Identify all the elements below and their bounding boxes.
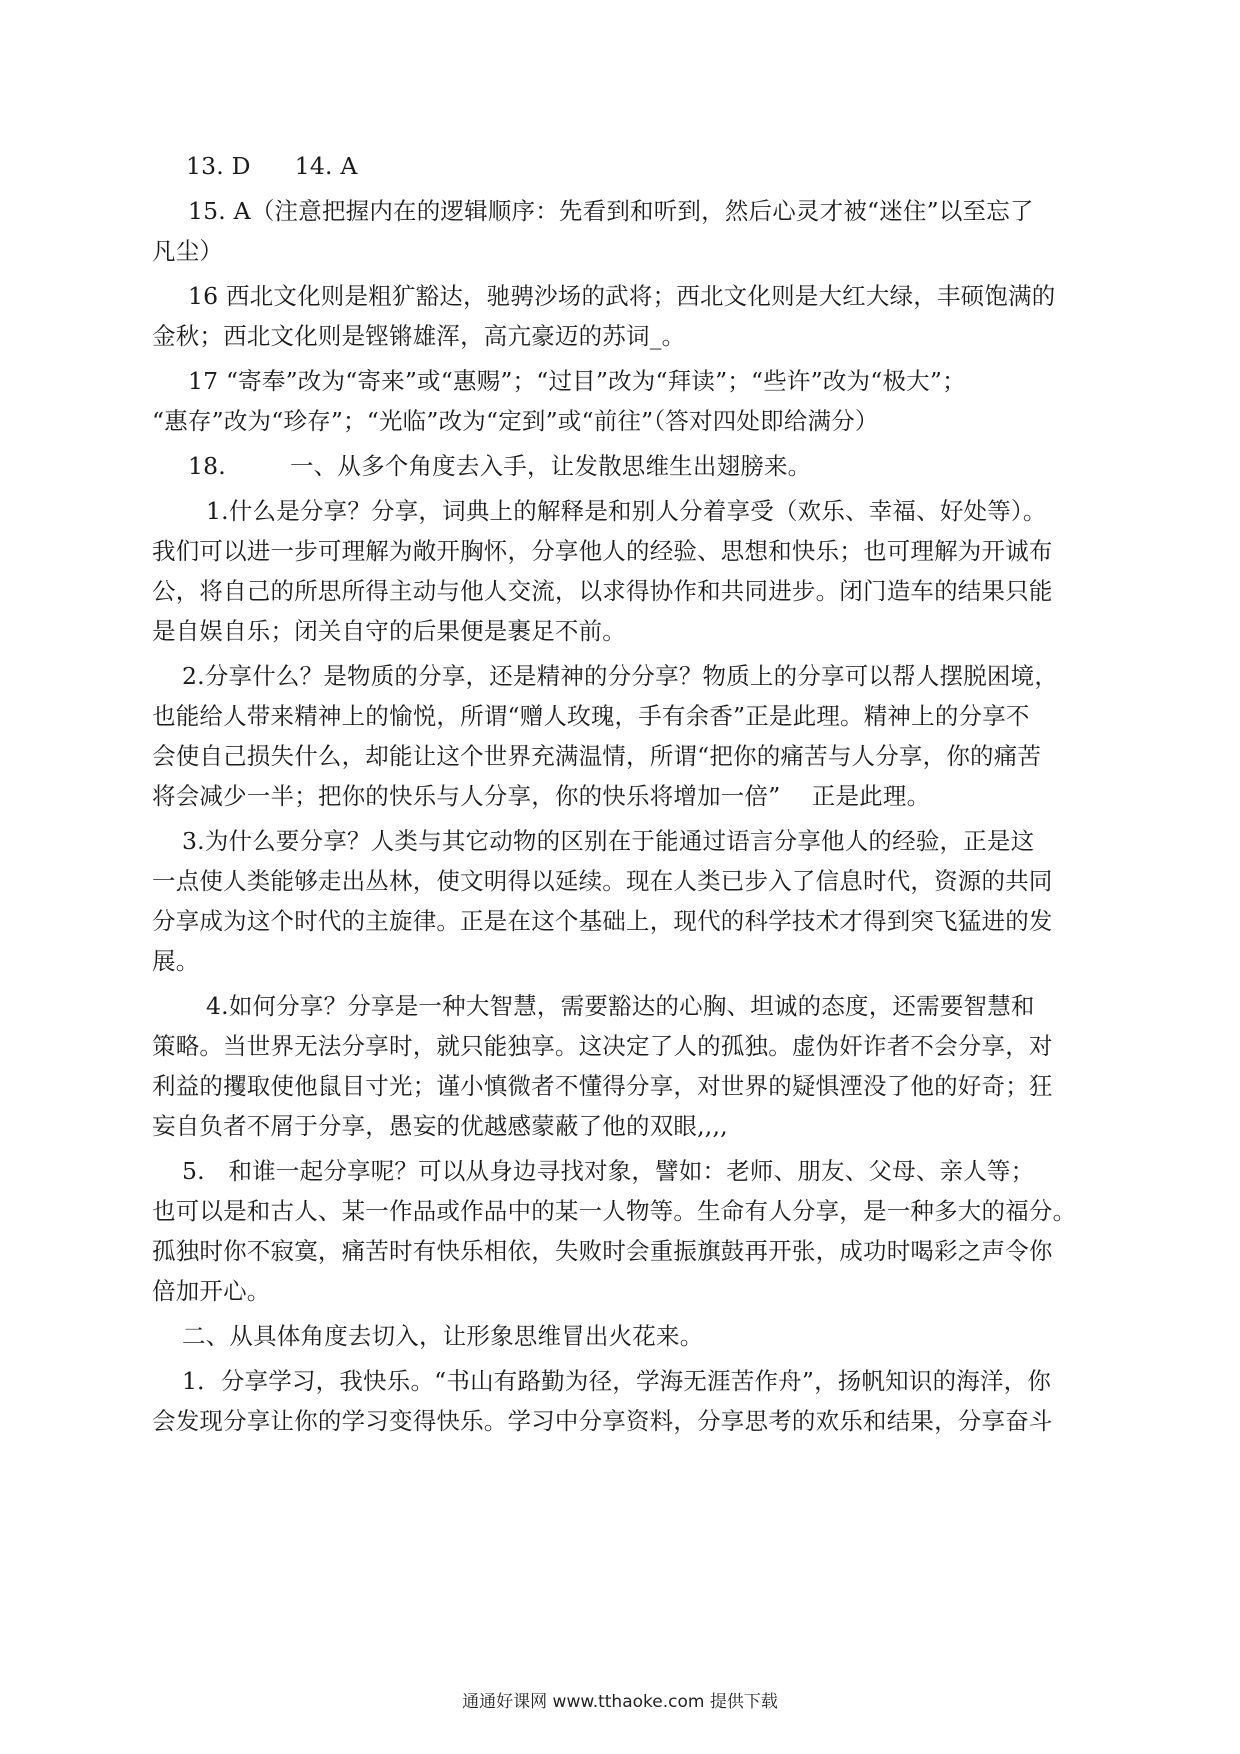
paragraph-6 — [152, 1361, 1092, 1441]
text-line: 妄自负者不屑于分享，愚妄的优越感蒙蔽了他的双眼,,,, — [152, 1112, 728, 1140]
text-line: “惠存”改为“珍存”；“光临”改为“定到”或“前往”（答对四处即给满分） — [152, 407, 879, 435]
text-line: 17 “寄奉”改为“寄来”或“惠赐”；“过目”改为“拜读”；“些许”改为“极大”； — [188, 367, 966, 395]
text-line: 16 西北文化则是粗犷豁达，驰骋沙场的武将；西北文化则是大红大绿，丰硕饱满的 — [188, 282, 1056, 310]
text-line: 是自娱自乐；闭关自守的后果便是裹足不前。 — [152, 617, 626, 645]
text-line: 也能给人带来精神上的愉悦，所谓“赠人玫瑰，手有余香”正是此理。精神上的分享不 — [152, 702, 1030, 730]
answers-13-14 — [152, 146, 1092, 186]
answer-13: 13. D — [186, 152, 251, 180]
text-line: 会发现分享让你的学习变得快乐。学习中分享资料，分享思考的欢乐和结果，分享奋斗 — [152, 1407, 1053, 1435]
text-line: 孤独时你不寂寞，痛苦时有快乐相依，失败时会重振旗鼓再开张，成功时喝彩之声令你 — [152, 1237, 1053, 1265]
text-line: 展。 — [152, 947, 200, 975]
text-line: 一点使人类能够走出丛林，使文明得以延续。现在人类已步入了信息时代，资源的共同 — [152, 867, 1053, 895]
text-line: 5. 和谁一起分享呢？可以从身边寻找对象，譬如：老师、朋友、父母、亲人等； — [182, 1157, 1035, 1185]
text-line: 15. A（注意把握内在的逻辑顺序：先看到和听到，然后心灵才被“迷住”以至忘了 — [188, 197, 1034, 225]
text-line: 2.分享什么？是物质的分享，还是精神的分分享？物质上的分享可以帮人摆脱困境， — [182, 662, 1059, 690]
answer-17 — [152, 361, 1092, 441]
text-line: 会使自己损失什么，却能让这个世界充满温情，所谓“把你的痛苦与人分享，你的痛苦 — [152, 742, 1042, 770]
section-2-heading: 二、从具体角度去切入，让形象思维冒出火花来。 — [182, 1322, 704, 1350]
paragraph-5 — [152, 1151, 1092, 1311]
question-number: 18. — [188, 452, 226, 480]
text-line: 公，将自己的所思所得主动与他人交流，以求得协作和共同进步。闭门造车的结果只能 — [152, 577, 1053, 605]
text-line: 倍加开心。 — [152, 1277, 271, 1305]
text-line: 我们可以进一步可理解为敞开胸怀，分享他人的经验、思想和快乐；也可理解为开诚布 — [152, 537, 1053, 565]
text-line: 利益的攫取使他鼠目寸光；谨小慎微者不懂得分享，对世界的疑惧湮没了他的好奇；狂 — [152, 1072, 1053, 1100]
text-line: 凡尘） — [152, 237, 224, 265]
answer-16 — [152, 276, 1092, 356]
text-line: 策略。当世界无法分享时，就只能独享。这决定了人的孤独。虚伪奸诈者不会分享，对 — [152, 1032, 1053, 1060]
text-line: 也可以是和古人、某一作品或作品中的某一人物等。生命有人分享，是一种多大的福分。 — [152, 1197, 1077, 1225]
text-line: 1．分享学习，我快乐。“书山有路勤为径，学海无涯苦作舟”，扬帆知识的海洋，你 — [182, 1367, 1052, 1395]
page-footer: 通通好课网 www.tthaoke.com 提供下载 — [462, 1692, 778, 1712]
answer-15 — [152, 191, 1092, 271]
paragraph-3 — [152, 821, 1092, 981]
answer-14: 14. A — [294, 152, 358, 180]
text-line: 1.什么是分享？分享，词典上的解释是和别人分着享受（欢乐、幸福、好处等）。 — [206, 497, 1047, 525]
text-line: 将会减少一半；把你的快乐与人分享，你的快乐将增加一倍” 正是此理。 — [152, 782, 931, 810]
paragraph-1 — [152, 491, 1092, 651]
section-heading: 一、从多个角度去入手，让发散思维生出翅膀来。 — [289, 452, 812, 480]
paragraph-2 — [152, 656, 1092, 816]
answer-18-heading — [152, 446, 1092, 486]
text-line: 金秋；西北文化则是铿锵雄浑，高亢豪迈的苏词_。 — [152, 322, 686, 350]
document-body — [152, 146, 1092, 1446]
text-line: 3.为什么要分享？人类与其它动物的区别在于能通过语言分享他人的经验，正是这 — [182, 827, 1035, 855]
text-line: 4.如何分享？分享是一种大智慧，需要豁达的心胸、坦诚的态度，还需要智慧和 — [206, 992, 1035, 1020]
text-line: 分享成为这个时代的主旋律。正是在这个基础上，现代的科学技术才得到突飞猛进的发 — [152, 907, 1053, 935]
paragraph-4 — [152, 986, 1092, 1146]
